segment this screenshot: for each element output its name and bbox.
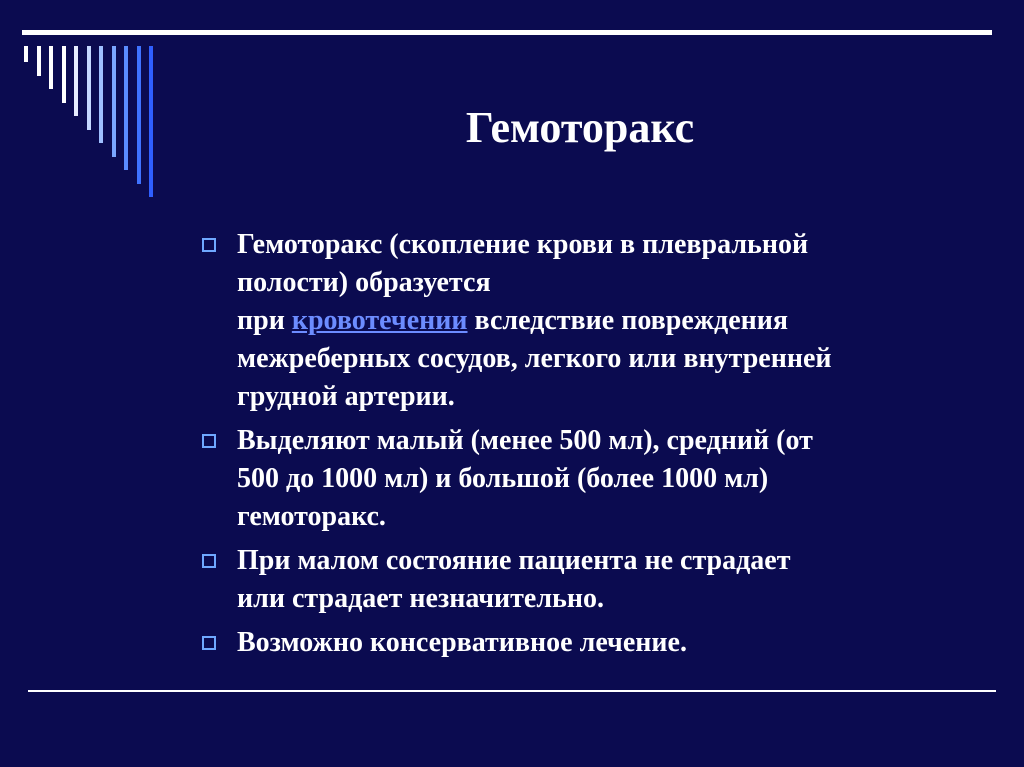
decorative-bar (49, 46, 53, 89)
bullet-2-line-3: гемоторакс. (237, 501, 386, 532)
decorative-bar (137, 46, 141, 184)
decorative-bar (112, 46, 116, 157)
decorative-bar (62, 46, 66, 103)
top-rule (22, 30, 992, 35)
bullet-1-link-suffix: вследствие повреждения (467, 305, 789, 336)
bullet-square-icon (202, 554, 216, 568)
bleeding-link[interactable]: кровотечении (291, 305, 468, 336)
decorative-bar (87, 46, 91, 130)
bullet-1-link-prefix: при (237, 305, 292, 336)
bullet-item-3 (202, 542, 982, 618)
bullet-3-line-2: или страдает незначительно. (237, 583, 604, 614)
bullet-3-line-1: При малом состояние пациента не страдает (237, 545, 791, 576)
bullet-4-line-1: Возможно консервативное лечение. (237, 627, 687, 658)
decorative-bar (24, 46, 28, 62)
decorative-bar (37, 46, 41, 76)
decorative-bar (124, 46, 128, 170)
bullet-1-line-1: Гемоторакс (скопление крови в плевральной (237, 229, 809, 260)
slide-title: Гемоторакс (465, 103, 695, 152)
decorative-bar (99, 46, 103, 143)
bullet-2-line-1: Выделяют малый (менее 500 мл), средний (от (237, 425, 813, 456)
bullet-item-2 (202, 422, 982, 536)
bullet-square-icon (202, 636, 216, 650)
bullet-item-4 (202, 624, 982, 662)
bullet-item-1 (202, 226, 982, 416)
bullet-1-line-2: полости) образуется (237, 267, 491, 298)
bullet-1-line-3 (237, 302, 982, 340)
bullet-1-line-4: межреберных сосудов, легкого или внутренней (237, 343, 832, 374)
bullet-square-icon (202, 238, 216, 252)
bullet-square-icon (202, 434, 216, 448)
bullet-2-line-2: 500 до 1000 мл) и большой (более 1000 мл) (237, 463, 769, 494)
decorative-bar (149, 46, 153, 197)
bottom-rule (28, 690, 996, 692)
decorative-bar (74, 46, 78, 116)
bullet-1-line-5: грудной артерии. (237, 381, 455, 412)
bullet-list (202, 226, 982, 668)
